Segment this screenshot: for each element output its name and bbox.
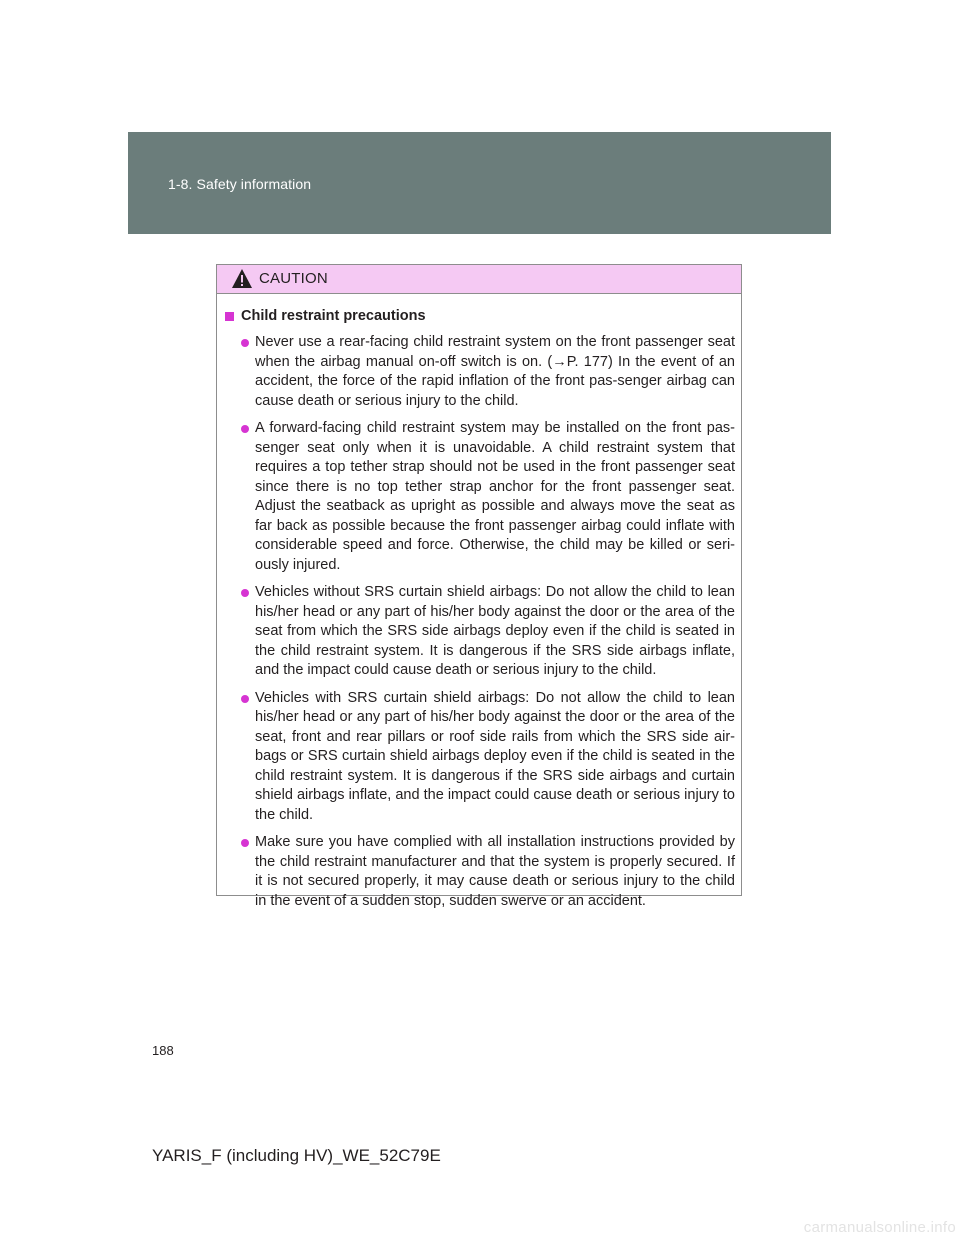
bullet-text: A forward-facing child restraint system may be installed on the front pas-senger seat only when it is unavoidable. A child restraint system that requires a top tether strap should not be used in the front passenger seat since there is no top tether strap anchor for the front passenger seat. Adjust the seatback as upright as possible and always move the seat as far back as possible because the front passenger airbag could inflate with considerable speed and force. Otherwise, the child may be killed or seri-ously injured. xyxy=(255,420,735,573)
topic-heading xyxy=(225,308,735,324)
caution-header xyxy=(217,265,741,294)
watermark[interactable]: carmanualsonline.info xyxy=(803,1219,956,1236)
list-item xyxy=(225,833,735,911)
bullet-dot-icon xyxy=(241,339,249,347)
caution-label: CAUTION xyxy=(259,270,328,287)
bullet-dot-icon xyxy=(241,589,249,597)
page-number: 188 xyxy=(152,1043,174,1058)
topic-title: Child restraint precautions xyxy=(241,308,426,324)
bullet-text: Make sure you have complied with all installation instructions provided by the child restraint manufacturer and that the system is properly secured. If it is not secured properly, it may cause death or serious injury to the child in the event of a sudden stop, sudden swerve or an accident. xyxy=(255,834,735,909)
bullet-dot-icon xyxy=(241,425,249,433)
warning-triangle-icon xyxy=(231,268,253,290)
document-code: YARIS_F (including HV)_WE_52C79E xyxy=(152,1146,441,1165)
list-item xyxy=(225,583,735,681)
bullet-dot-icon xyxy=(241,695,249,703)
list-item xyxy=(225,419,735,575)
bullet-text: Vehicles with SRS curtain shield airbags: Do not allow the child to lean his/her head or any part of his/her body against the door or the area of the seat, front and rear pillars or roof side rails from which the SRS side air-bags or SRS curtain shield airbags deploy even if the child is seated in the child restraint system. It is dangerous if the SRS side airbags and curtain shield airbags inflate, and the impact could cause death or serious injury to the child. xyxy=(255,689,735,823)
caution-body xyxy=(217,294,741,911)
header-band xyxy=(128,132,831,234)
list-item xyxy=(225,689,735,826)
bullet-dot-icon xyxy=(241,839,249,847)
section-title: 1-8. Safety information xyxy=(168,176,312,192)
list-item xyxy=(225,333,735,411)
bullet-text: Vehicles without SRS curtain shield airbags: Do not allow the child to lean his/her head or any part of his/her body against the door or the area of the seat from which the SRS side airbags deploy even if the child is seated in the child restraint system. It is dangerous if the SRS side airbags inflate, and the impact could cause death or serious injury to the child. xyxy=(255,584,735,678)
caution-box xyxy=(216,264,742,909)
bullet-text: Never use a rear-facing child restraint system on the front passenger seat when the airbag manual on-off switch is on. (→P. 177) In the event of an accident, the force of the rapid inflation of the front pas-senger airbag can cause death or serious injury to the child. xyxy=(255,334,735,409)
square-bullet-icon xyxy=(225,312,234,321)
